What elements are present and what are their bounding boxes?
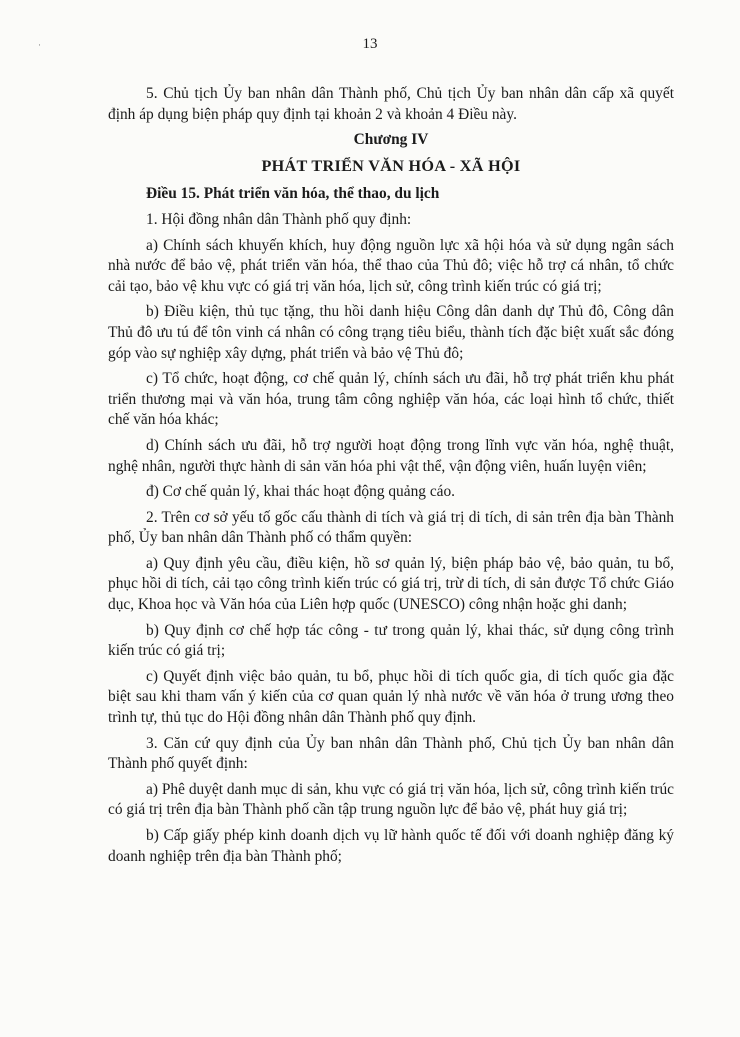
paragraph: c) Quyết định việc bảo quản, tu bổ, phục hồi di tích quốc gia, di tích quốc gia đặc biệt sau khi tham vấn ý kiến của cơ quan quản lý nhà nước về văn hóa ở trung ương theo trình tự, thủ tục do Hội đồng nhân dân Thành phố quy định.: [108, 667, 674, 727]
paragraph: a) Chính sách khuyến khích, huy động nguồn lực xã hội hóa và sử dụng ngân sách nhà nước để bảo vệ, phát triển văn hóa, thể thao của Thủ đô; việc hỗ trợ cá nhân, tổ chức cải tạo, bảo vệ khu vực có giá trị văn hóa, lịch sử, công trình kiến trúc có giá trị;: [108, 236, 674, 295]
article-heading: Điều 15. Phát triển văn hóa, thể thao, du lịch: [146, 185, 440, 203]
paragraph: đ) Cơ chế quản lý, khai thác hoạt động quảng cáo.: [146, 483, 456, 501]
document-body: [108, 84, 674, 872]
paragraph: d) Chính sách ưu đãi, hỗ trợ người hoạt động trong lĩnh vực văn hóa, nghệ thuật, nghệ nhân, người thực hành di sản văn hóa phi vật thể, vận động viên, huấn luyện viên;: [108, 436, 674, 475]
chapter-label: Chương IV: [353, 131, 429, 149]
chapter-title: PHÁT TRIỂN VĂN HÓA - XÃ HỘI: [261, 156, 521, 175]
paragraph: b) Cấp giấy phép kinh doanh dịch vụ lữ hành quốc tế đối với doanh nghiệp đăng ký doanh nghiệp trên địa bàn Thành phố;: [108, 827, 674, 865]
paragraph-clause-5: 5. Chủ tịch Ủy ban nhân dân Thành phố, Chủ tịch Ủy ban nhân dân cấp xã quyết định áp dụng biện pháp quy định tại khoản 2 và khoản 4 Điều này.: [108, 85, 674, 123]
paragraph: a) Phê duyệt danh mục di sản, khu vực có giá trị văn hóa, lịch sử, công trình kiến trúc có giá trị trên địa bàn Thành phố cần tập trung nguồn lực để bảo vệ, phát huy giá trị;: [108, 780, 674, 819]
page-number: 13: [362, 36, 378, 52]
paragraph: c) Tổ chức, hoạt động, cơ chế quản lý, chính sách ưu đãi, hỗ trợ phát triển khu phát triển thương mại và văn hóa, trung tâm công nghiệp văn hóa, các loại hình tổ chức, thiết chế văn hóa khác;: [108, 370, 674, 429]
paragraph: 2. Trên cơ sở yếu tố gốc cấu thành di tích và giá trị di tích, di sản trên địa bàn Thành phố, Ủy ban nhân dân Thành phố có thẩm quyền:: [108, 508, 674, 547]
paragraph: b) Quy định cơ chế hợp tác công - tư trong quản lý, khai thác, sử dụng công trình kiến trúc có giá trị;: [108, 621, 674, 660]
paragraph: 3. Căn cứ quy định của Ủy ban nhân dân Thành phố, Chủ tịch Ủy ban nhân dân Thành phố quyết định:: [108, 734, 674, 773]
paragraph: b) Điều kiện, thủ tục tặng, thu hồi danh hiệu Công dân danh dự Thủ đô, Công dân Thủ đô ưu tú để tôn vinh cá nhân có công trạng tiêu biểu, thành tích đặc biệt xuất sắc đóng góp vào sự nghiệp xây dựng, phát triển và bảo vệ Thủ đô;: [108, 303, 674, 362]
paragraph: 1. Hội đồng nhân dân Thành phố quy định:: [146, 210, 412, 228]
scan-speck: ·: [38, 40, 41, 50]
paragraph: a) Quy định yêu cầu, điều kiện, hồ sơ quản lý, biện pháp bảo vệ, bảo quản, tu bổ, phục hồi di tích, cải tạo công trình kiến trúc có giá trị, trừ di tích, di sản được Tổ chức Giáo dục, Khoa học và Văn hóa của Liên hợp quốc (UNESCO) công nhận hoặc ghi danh;: [108, 554, 674, 614]
